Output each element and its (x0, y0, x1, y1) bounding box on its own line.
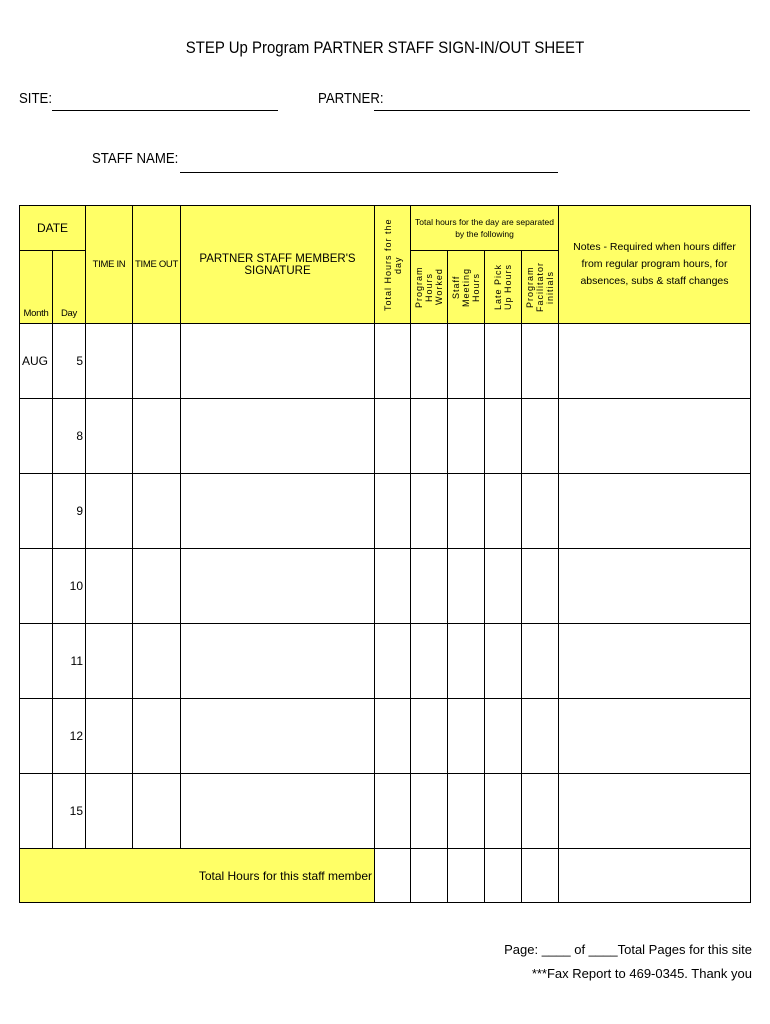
table-row (20, 474, 751, 549)
program-hours-cell[interactable] (411, 474, 448, 549)
signature-cell[interactable] (181, 549, 375, 624)
program-hours-cell[interactable] (411, 624, 448, 699)
program-hours-cell[interactable] (411, 324, 448, 399)
total-hours-cell[interactable] (375, 699, 411, 774)
total-hours-cell[interactable] (375, 324, 411, 399)
time-in-cell[interactable] (86, 699, 133, 774)
month-cell (20, 699, 53, 774)
day-cell: 9 (53, 474, 86, 549)
month-cell: AUG (20, 324, 53, 399)
total-cell[interactable] (485, 849, 522, 903)
time-in-cell[interactable] (86, 474, 133, 549)
total-row-label: Total Hours for this staff member (20, 849, 375, 903)
table-row (20, 624, 751, 699)
time-out-cell[interactable] (133, 474, 181, 549)
facilitator-initials-cell[interactable] (522, 549, 559, 624)
month-cell (20, 474, 53, 549)
sign-in-table (19, 205, 751, 903)
total-cell[interactable] (448, 849, 485, 903)
table-row (20, 774, 751, 849)
signature-cell[interactable] (181, 624, 375, 699)
facilitator-initials-cell[interactable] (522, 774, 559, 849)
staff-meeting-cell[interactable] (448, 624, 485, 699)
total-hours-cell[interactable] (375, 474, 411, 549)
separated-header: Total hours for the day are separated by the following (411, 206, 559, 251)
staff-meeting-cell[interactable] (448, 699, 485, 774)
late-pickup-cell[interactable] (485, 624, 522, 699)
total-hours-cell[interactable] (375, 549, 411, 624)
time-out-cell[interactable] (133, 549, 181, 624)
notes-cell[interactable] (559, 549, 751, 624)
signature-cell[interactable] (181, 324, 375, 399)
time-in-cell[interactable] (86, 774, 133, 849)
table-row (20, 699, 751, 774)
program-hours-cell[interactable] (411, 399, 448, 474)
total-hours-cell[interactable] (375, 774, 411, 849)
staff-meeting-header: Staff Meeting Hours (448, 251, 485, 324)
partner-label: PARTNER: (318, 90, 384, 107)
staff-name-label: STAFF NAME: (92, 150, 179, 167)
total-hours-cell[interactable] (375, 399, 411, 474)
page-title: STEP Up Program PARTNER STAFF SIGN-IN/OUT SHEET (185, 38, 585, 57)
program-hours-header: Program Hours Worked (411, 251, 448, 324)
late-pickup-cell[interactable] (485, 774, 522, 849)
time-in-cell[interactable] (86, 549, 133, 624)
program-hours-cell[interactable] (411, 699, 448, 774)
signature-header: PARTNER STAFF MEMBER'S SIGNATURE (181, 206, 375, 324)
time-in-header: TIME IN (86, 206, 133, 324)
day-cell: 12 (53, 699, 86, 774)
signature-cell[interactable] (181, 774, 375, 849)
time-in-cell[interactable] (86, 399, 133, 474)
late-pickup-cell[interactable] (485, 699, 522, 774)
day-cell: 15 (53, 774, 86, 849)
day-cell: 8 (53, 399, 86, 474)
staff-meeting-cell[interactable] (448, 549, 485, 624)
notes-cell[interactable] (559, 399, 751, 474)
late-pickup-cell[interactable] (485, 399, 522, 474)
staff-name-field[interactable] (180, 172, 558, 173)
signature-cell[interactable] (181, 399, 375, 474)
table-row (20, 399, 751, 474)
time-in-cell[interactable] (86, 324, 133, 399)
late-pickup-cell[interactable] (485, 474, 522, 549)
total-cell[interactable] (559, 849, 751, 903)
site-field[interactable] (52, 110, 278, 111)
staff-meeting-cell[interactable] (448, 774, 485, 849)
time-out-header: TIME OUT (133, 206, 181, 324)
total-cell[interactable] (411, 849, 448, 903)
notes-header: Notes - Required when hours differ from regular program hours, for absences, subs & staff changes (559, 206, 751, 324)
month-cell (20, 774, 53, 849)
day-cell: 5 (53, 324, 86, 399)
program-hours-cell[interactable] (411, 774, 448, 849)
site-label: SITE: (19, 90, 53, 107)
facilitator-initials-cell[interactable] (522, 324, 559, 399)
facilitator-initials-cell[interactable] (522, 474, 559, 549)
staff-meeting-cell[interactable] (448, 474, 485, 549)
day-cell: 10 (53, 549, 86, 624)
time-out-cell[interactable] (133, 774, 181, 849)
late-pickup-header: Late Pick Up Hours (485, 251, 522, 324)
time-out-cell[interactable] (133, 699, 181, 774)
fax-note: ***Fax Report to 469-0345. Thank you (531, 966, 752, 981)
total-hours-cell[interactable] (375, 624, 411, 699)
month-cell (20, 399, 53, 474)
program-hours-cell[interactable] (411, 549, 448, 624)
notes-cell[interactable] (559, 774, 751, 849)
staff-meeting-cell[interactable] (448, 399, 485, 474)
facilitator-header: Program Facilitator initials (522, 251, 559, 324)
facilitator-initials-cell[interactable] (522, 699, 559, 774)
table-row (20, 549, 751, 624)
time-out-cell[interactable] (133, 624, 181, 699)
facilitator-initials-cell[interactable] (522, 624, 559, 699)
signature-cell[interactable] (181, 474, 375, 549)
month-cell (20, 549, 53, 624)
staff-meeting-cell[interactable] (448, 324, 485, 399)
table-row (20, 324, 751, 399)
time-out-cell[interactable] (133, 324, 181, 399)
month-cell (20, 624, 53, 699)
page-count-line: Page: ____ of ____Total Pages for this site (504, 942, 752, 957)
partner-field[interactable] (374, 110, 750, 111)
total-cell[interactable] (522, 849, 559, 903)
date-header: DATE (20, 206, 86, 251)
signature-cell[interactable] (181, 699, 375, 774)
late-pickup-cell[interactable] (485, 324, 522, 399)
notes-cell[interactable] (559, 699, 751, 774)
day-cell: 11 (53, 624, 86, 699)
day-header: Day (53, 251, 86, 324)
late-pickup-cell[interactable] (485, 549, 522, 624)
total-hours-header: Total Hours for the day (375, 206, 411, 324)
month-header: Month (20, 251, 53, 324)
notes-cell[interactable] (559, 324, 751, 399)
facilitator-initials-cell[interactable] (522, 399, 559, 474)
total-cell[interactable] (375, 849, 411, 903)
notes-cell[interactable] (559, 624, 751, 699)
time-in-cell[interactable] (86, 624, 133, 699)
notes-cell[interactable] (559, 474, 751, 549)
time-out-cell[interactable] (133, 399, 181, 474)
